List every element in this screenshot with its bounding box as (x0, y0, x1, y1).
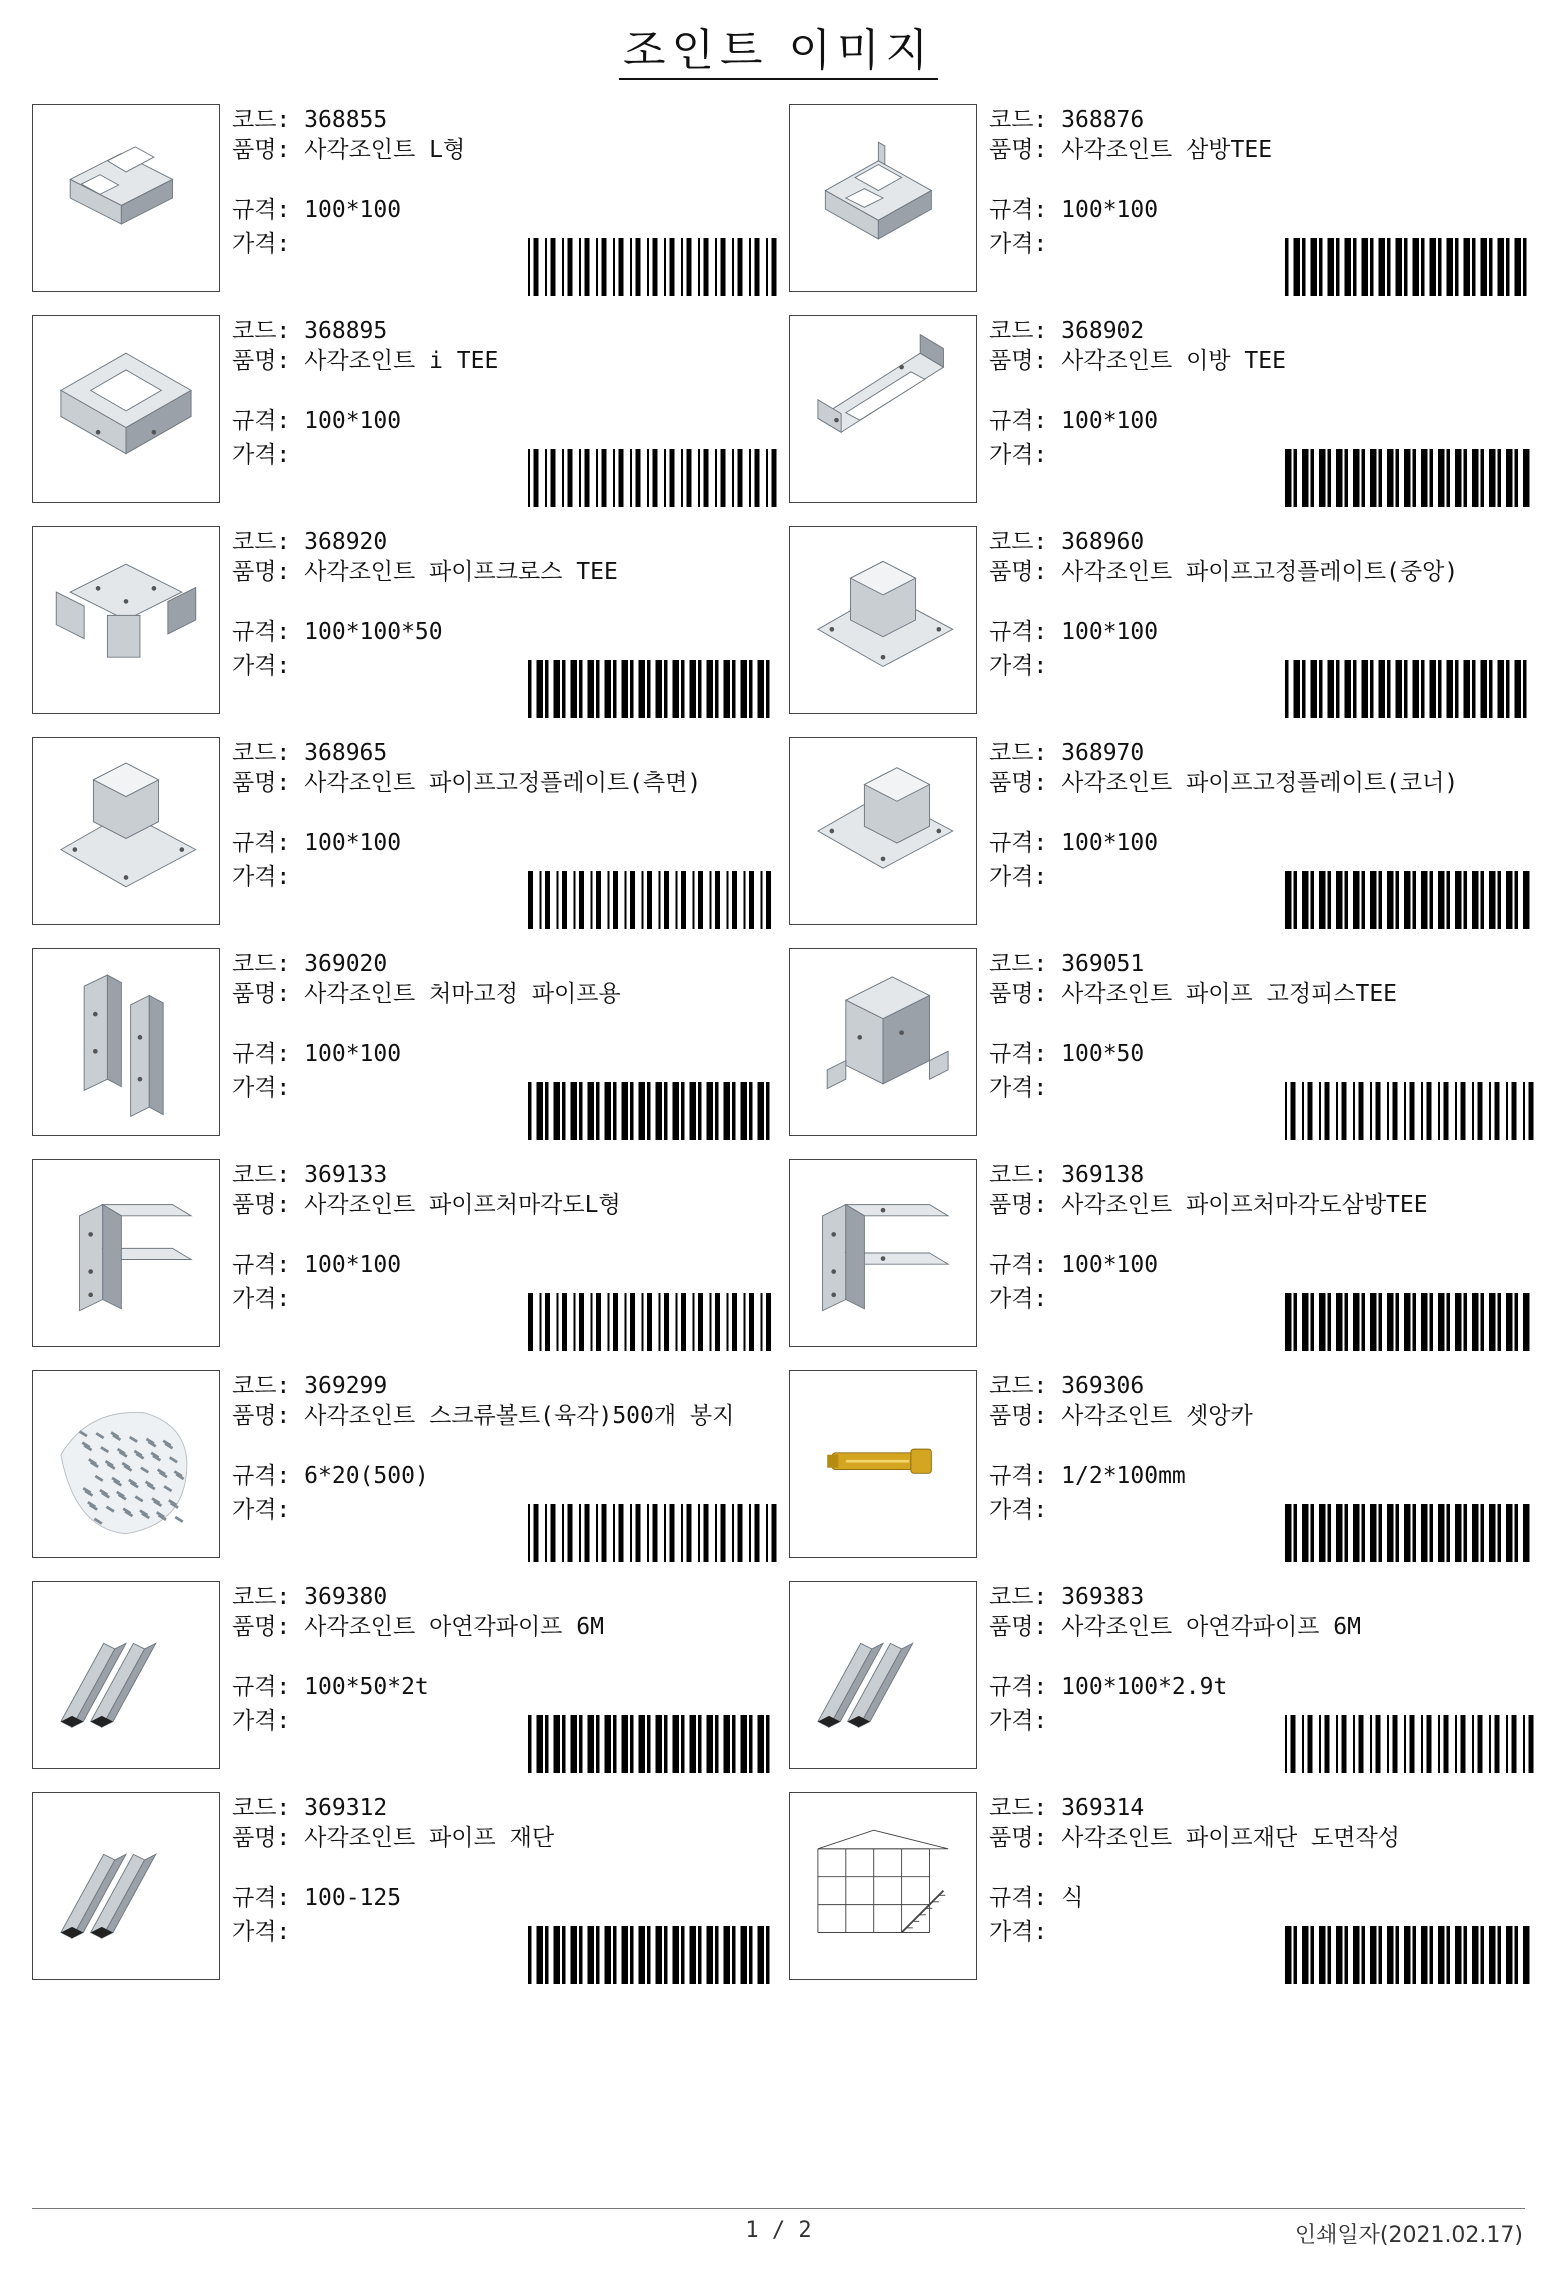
spec-value: 100*100 (304, 1252, 402, 1278)
name-label: 품명: (989, 1192, 1048, 1218)
price-label: 가격: (232, 1075, 291, 1101)
barcode-icon (528, 1715, 778, 1773)
product-image (789, 1370, 977, 1558)
spec-value: 100*100 (1061, 1252, 1159, 1278)
name-label: 품명: (989, 559, 1048, 585)
product-price (232, 441, 290, 469)
product-spec (232, 1673, 429, 1701)
code-label: 코드: (989, 529, 1048, 555)
name-value: 사각조인트 스크류볼트(육각)500개 봉지 (304, 1403, 735, 1429)
code-value: 369138 (1061, 1162, 1145, 1188)
product-info (989, 950, 1534, 1138)
square-pipe-icon (33, 1582, 219, 1768)
product-info (232, 739, 777, 927)
product-code (989, 106, 1144, 134)
name-label: 품명: (232, 1403, 291, 1429)
eave-angle-tee-icon (790, 1160, 976, 1346)
code-value: 369020 (304, 951, 388, 977)
product-price (989, 863, 1047, 891)
price-label: 가격: (989, 653, 1048, 679)
product-price (989, 1285, 1047, 1313)
code-value: 368855 (304, 107, 388, 133)
name-value: 사각조인트 파이프고정플레이트(중앙) (1061, 559, 1459, 585)
spec-value: 1/2*100mm (1061, 1463, 1186, 1489)
spec-label: 규격: (232, 619, 291, 645)
product-code (989, 1794, 1144, 1822)
product-price (232, 652, 290, 680)
spec-label: 규격: (989, 1252, 1048, 1278)
product-price (989, 441, 1047, 469)
product-name (989, 558, 1529, 586)
spec-value: 100*100 (1061, 197, 1159, 223)
product-name (232, 558, 772, 586)
spec-label: 규격: (232, 830, 291, 856)
code-label: 코드: (989, 1795, 1048, 1821)
price-label: 가격: (232, 1497, 291, 1523)
barcode-icon (1285, 660, 1535, 718)
code-label: 코드: (989, 318, 1048, 344)
product-name (232, 1402, 772, 1430)
code-label: 코드: (232, 740, 291, 766)
product-name (989, 1402, 1529, 1430)
product-price (989, 1074, 1047, 1102)
product-code (232, 739, 387, 767)
product-info (232, 1794, 777, 1982)
name-label: 품명: (232, 1192, 291, 1218)
name-value: 사각조인트 처마고정 파이프용 (304, 981, 621, 1007)
spec-value: 100*100 (304, 408, 402, 434)
name-value: 사각조인트 파이프처마각도삼방TEE (1061, 1192, 1428, 1218)
product-image (32, 1792, 220, 1980)
product-card (789, 1792, 1534, 1982)
product-image (789, 526, 977, 714)
product-info (989, 1794, 1534, 1982)
product-code (989, 950, 1144, 978)
code-label: 코드: (232, 529, 291, 555)
product-price (989, 1918, 1047, 1946)
price-label: 가격: (989, 864, 1048, 890)
name-label: 품명: (989, 348, 1048, 374)
code-label: 코드: (989, 1162, 1048, 1188)
base-plate-side-icon (33, 738, 219, 924)
spec-value: 100*100 (1061, 619, 1159, 645)
product-spec (232, 1884, 401, 1912)
name-label: 품명: (232, 770, 291, 796)
code-value: 368960 (1061, 529, 1145, 555)
name-label: 품명: (232, 348, 291, 374)
product-name (989, 347, 1529, 375)
product-card (32, 315, 777, 505)
name-value: 사각조인트 L형 (304, 137, 466, 163)
barcode-icon (528, 1504, 778, 1562)
spec-label: 규격: (989, 1463, 1048, 1489)
product-code (232, 1372, 387, 1400)
code-value: 369306 (1061, 1373, 1145, 1399)
product-info (989, 1161, 1534, 1349)
base-plate-corner-icon (790, 738, 976, 924)
product-code (232, 317, 387, 345)
product-price (232, 1496, 290, 1524)
price-label: 가격: (232, 1708, 291, 1734)
barcode-icon (528, 449, 778, 507)
product-name (232, 1191, 772, 1219)
name-value: 사각조인트 셋앙카 (1061, 1403, 1253, 1429)
product-code (232, 1161, 387, 1189)
name-label: 품명: (232, 981, 291, 1007)
code-label: 코드: (232, 1584, 291, 1610)
product-card (32, 1792, 777, 1982)
u-bracket-icon (790, 949, 976, 1135)
product-code (989, 1583, 1144, 1611)
code-label: 코드: (232, 1373, 291, 1399)
product-name (232, 347, 772, 375)
product-image (789, 948, 977, 1136)
name-label: 품명: (989, 981, 1048, 1007)
i-tee-icon (33, 316, 219, 502)
anchor-bolt-icon (790, 1371, 976, 1557)
product-image (789, 1159, 977, 1347)
l-joint-icon (33, 105, 219, 291)
product-name (989, 769, 1529, 797)
product-code (989, 528, 1144, 556)
name-label: 품명: (232, 137, 291, 163)
product-spec (989, 1462, 1186, 1490)
product-info (232, 528, 777, 716)
spec-label: 규격: (232, 1252, 291, 1278)
product-info (232, 1161, 777, 1349)
name-value: 사각조인트 파이프고정플레이트(측면) (304, 770, 702, 796)
screw-bag-icon (33, 1371, 219, 1557)
page-title: 조인트 이미지 (0, 14, 1557, 78)
name-value: 사각조인트 파이프 고정피스TEE (1061, 981, 1398, 1007)
name-value: 사각조인트 삼방TEE (1061, 137, 1273, 163)
product-card (789, 526, 1534, 716)
price-label: 가격: (232, 231, 291, 257)
barcode-icon (1285, 1504, 1535, 1562)
product-info (989, 106, 1534, 294)
product-name (232, 1613, 772, 1641)
spec-value: 100*100 (304, 1041, 402, 1067)
barcode-icon (528, 871, 778, 929)
product-card (789, 737, 1534, 927)
product-image (32, 1370, 220, 1558)
product-code (989, 1372, 1144, 1400)
product-card (789, 1159, 1534, 1349)
product-info (989, 317, 1534, 505)
spec-label: 규격: (989, 197, 1048, 223)
barcode-icon (1285, 449, 1535, 507)
product-spec (989, 1673, 1227, 1701)
spec-label: 규격: (232, 408, 291, 434)
base-plate-center-icon (790, 527, 976, 713)
code-value: 369312 (304, 1795, 388, 1821)
price-label: 가격: (989, 1919, 1048, 1945)
code-label: 코드: (232, 951, 291, 977)
spec-value: 100*50 (1061, 1041, 1145, 1067)
price-label: 가격: (989, 1497, 1048, 1523)
product-name (232, 769, 772, 797)
product-price (232, 863, 290, 891)
product-price (232, 1918, 290, 1946)
square-pipe-icon (790, 1582, 976, 1768)
product-spec (232, 618, 443, 646)
name-value: 사각조인트 파이프크로스 TEE (304, 559, 618, 585)
spec-label: 규격: (232, 1463, 291, 1489)
spec-label: 규격: (232, 197, 291, 223)
product-image (32, 1159, 220, 1347)
product-card (789, 1581, 1534, 1771)
product-price (989, 1707, 1047, 1735)
price-label: 가격: (989, 231, 1048, 257)
name-label: 품명: (989, 770, 1048, 796)
product-name (989, 1191, 1529, 1219)
name-label: 품명: (989, 1403, 1048, 1429)
barcode-icon (1285, 1926, 1535, 1984)
code-label: 코드: (989, 1373, 1048, 1399)
code-value: 368876 (1061, 107, 1145, 133)
spec-label: 규격: (989, 1674, 1048, 1700)
name-value: 사각조인트 i TEE (304, 348, 499, 374)
name-label: 품명: (232, 1614, 291, 1640)
spec-value: 6*20(500) (304, 1463, 429, 1489)
name-label: 품명: (232, 559, 291, 585)
spec-label: 규격: (989, 408, 1048, 434)
product-spec (232, 1251, 401, 1279)
name-value: 사각조인트 이방 TEE (1061, 348, 1286, 374)
eave-bracket-icon (33, 949, 219, 1135)
product-image (789, 737, 977, 925)
product-code (232, 1583, 387, 1611)
price-label: 가격: (989, 1075, 1048, 1101)
product-price (232, 1074, 290, 1102)
spec-value: 100*100*2.9t (1061, 1674, 1228, 1700)
barcode-icon (528, 1082, 778, 1140)
product-image (789, 1792, 977, 1980)
spec-label: 규격: (232, 1041, 291, 1067)
product-code (989, 739, 1144, 767)
code-value: 368965 (304, 740, 388, 766)
product-card (32, 1159, 777, 1349)
name-value: 사각조인트 파이프재단 도면작성 (1061, 1825, 1400, 1851)
product-price (232, 230, 290, 258)
barcode-icon (528, 1926, 778, 1984)
product-image (32, 737, 220, 925)
code-value: 369314 (1061, 1795, 1145, 1821)
spec-label: 규격: (989, 1041, 1048, 1067)
barcode-icon (1285, 1082, 1535, 1140)
code-value: 369051 (1061, 951, 1145, 977)
product-code (989, 317, 1144, 345)
footer-divider (32, 2208, 1525, 2209)
page-number: 1 / 2 (745, 2218, 812, 2243)
price-label: 가격: (232, 1286, 291, 1312)
product-card (32, 948, 777, 1138)
spec-value: 식 (1061, 1885, 1084, 1911)
two-way-tee-icon (790, 316, 976, 502)
spec-label: 규격: (989, 830, 1048, 856)
code-value: 369299 (304, 1373, 388, 1399)
product-spec (232, 196, 401, 224)
product-info (232, 1583, 777, 1771)
barcode-icon (528, 238, 778, 296)
product-info (989, 1583, 1534, 1771)
product-info (989, 528, 1534, 716)
product-spec (989, 196, 1158, 224)
price-label: 가격: (989, 1286, 1048, 1312)
barcode-icon (1285, 238, 1535, 296)
square-pipe-icon (33, 1793, 219, 1979)
code-value: 369380 (304, 1584, 388, 1610)
pipe-cross-tee-icon (33, 527, 219, 713)
name-label: 품명: (989, 1825, 1048, 1851)
product-name (232, 136, 772, 164)
product-image (789, 1581, 977, 1769)
product-info (232, 950, 777, 1138)
price-label: 가격: (232, 1919, 291, 1945)
product-image (789, 104, 977, 292)
code-label: 코드: (989, 1584, 1048, 1610)
product-price (232, 1707, 290, 1735)
product-code (232, 106, 387, 134)
eave-angle-l-icon (33, 1160, 219, 1346)
product-spec (989, 1884, 1083, 1912)
spec-label: 규격: (232, 1674, 291, 1700)
code-label: 코드: (232, 318, 291, 344)
product-code (989, 1161, 1144, 1189)
product-name (989, 136, 1529, 164)
product-name (232, 1824, 772, 1852)
spec-value: 100*100*50 (304, 619, 443, 645)
product-card (32, 737, 777, 927)
product-spec (232, 1040, 401, 1068)
code-label: 코드: (232, 1162, 291, 1188)
product-info (232, 317, 777, 505)
product-image (32, 526, 220, 714)
product-image (32, 1581, 220, 1769)
product-card (789, 948, 1534, 1138)
price-label: 가격: (989, 1708, 1048, 1734)
product-spec (989, 1040, 1144, 1068)
name-value: 사각조인트 아연각파이프 6M (1061, 1614, 1361, 1640)
code-value: 368902 (1061, 318, 1145, 344)
product-card (32, 526, 777, 716)
product-info (989, 1372, 1534, 1560)
spec-value: 100*100 (304, 830, 402, 856)
code-label: 코드: (232, 107, 291, 133)
product-image (32, 948, 220, 1136)
code-label: 코드: (989, 951, 1048, 977)
product-name (989, 1824, 1529, 1852)
code-value: 369133 (304, 1162, 388, 1188)
code-value: 368970 (1061, 740, 1145, 766)
spec-label: 규격: (989, 1885, 1048, 1911)
product-code (232, 950, 387, 978)
product-card (32, 1581, 777, 1771)
product-price (989, 652, 1047, 680)
code-label: 코드: (989, 107, 1048, 133)
barcode-icon (528, 660, 778, 718)
product-spec (232, 1462, 429, 1490)
code-label: 코드: (232, 1795, 291, 1821)
product-name (989, 1613, 1529, 1641)
code-value: 368920 (304, 529, 388, 555)
spec-value: 100-125 (304, 1885, 402, 1911)
product-card (789, 104, 1534, 294)
product-spec (989, 829, 1158, 857)
name-label: 품명: (232, 1825, 291, 1851)
product-price (232, 1285, 290, 1313)
code-value: 368895 (304, 318, 388, 344)
product-info (232, 1372, 777, 1560)
name-value: 사각조인트 파이프고정플레이트(코너) (1061, 770, 1459, 796)
product-spec (989, 618, 1158, 646)
product-info (989, 739, 1534, 927)
product-card (789, 1370, 1534, 1560)
spec-label: 규격: (232, 1885, 291, 1911)
product-image (789, 315, 977, 503)
product-image (32, 315, 220, 503)
product-spec (232, 829, 401, 857)
print-date: 인쇄일자(2021.02.17) (1294, 2223, 1523, 2248)
name-label: 품명: (989, 137, 1048, 163)
spec-value: 100*50*2t (304, 1674, 429, 1700)
barcode-icon (1285, 1293, 1535, 1351)
product-image (32, 104, 220, 292)
spec-value: 100*100 (1061, 408, 1159, 434)
product-card (32, 104, 777, 294)
code-label: 코드: (989, 740, 1048, 766)
product-card (789, 315, 1534, 505)
product-card (32, 1370, 777, 1560)
product-spec (989, 407, 1158, 435)
code-value: 369383 (1061, 1584, 1145, 1610)
name-value: 사각조인트 아연각파이프 6M (304, 1614, 604, 1640)
spec-label: 규격: (989, 619, 1048, 645)
product-code (232, 1794, 387, 1822)
barcode-icon (1285, 871, 1535, 929)
product-info (232, 106, 777, 294)
product-name (232, 980, 772, 1008)
product-code (232, 528, 387, 556)
structure-drawing-icon (790, 1793, 976, 1979)
name-value: 사각조인트 파이프 재단 (304, 1825, 555, 1851)
three-way-tee-icon (790, 105, 976, 291)
product-price (989, 230, 1047, 258)
price-label: 가격: (232, 442, 291, 468)
spec-value: 100*100 (304, 197, 402, 223)
barcode-icon (1285, 1715, 1535, 1773)
name-value: 사각조인트 파이프처마각도L형 (304, 1192, 621, 1218)
price-label: 가격: (232, 653, 291, 679)
price-label: 가격: (232, 864, 291, 890)
product-spec (989, 1251, 1158, 1279)
product-name (989, 980, 1529, 1008)
price-label: 가격: (989, 442, 1048, 468)
name-label: 품명: (989, 1614, 1048, 1640)
barcode-icon (528, 1293, 778, 1351)
product-spec (232, 407, 401, 435)
product-price (989, 1496, 1047, 1524)
spec-value: 100*100 (1061, 830, 1159, 856)
